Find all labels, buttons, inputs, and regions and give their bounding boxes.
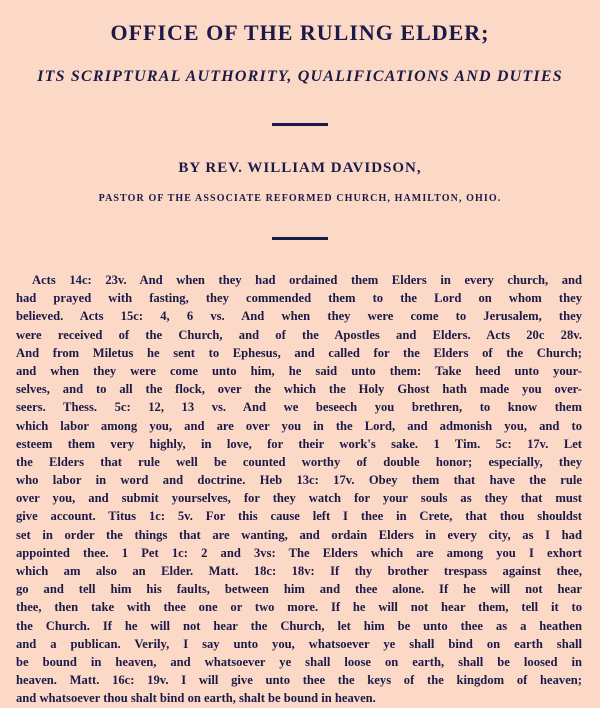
divider-rule bbox=[272, 123, 328, 126]
body-line: were received of the Church, and of the Apostles and Elders. Acts 20c 28v. bbox=[16, 327, 582, 342]
body-line: be bound in heaven, and whatsoever ye shall loose on earth, shall be loosed in bbox=[16, 654, 582, 669]
body-line: seers. Thess. 5c: 12, 13 vs. And we beseech you brethren, to know them bbox=[16, 400, 582, 415]
body-line: had prayed with fasting, they commended them to the Lord on whom they bbox=[16, 291, 582, 306]
document-title: OFFICE OF THE RULING ELDER; bbox=[110, 20, 490, 45]
body-line: over you, and submit yourselves, for they watch for your souls as they that must bbox=[16, 491, 582, 506]
body-line: selves, and to all the flock, over the which the Holy Ghost hath made you over- bbox=[16, 382, 582, 397]
body-line: and whatsoever thou shalt bind on earth, shalt be bound in heaven. bbox=[16, 691, 376, 706]
divider-rule bbox=[272, 237, 328, 240]
body-line: Acts 14c: 23v. And when they had ordained them Elders in every church, and bbox=[32, 273, 582, 287]
document-subtitle: ITS SCRIPTURAL AUTHORITY, QUALIFICATIONS AND DUTIES bbox=[37, 68, 563, 85]
body-line: And from Miletus he sent to Ephesus, and called for the Elders of the Church; bbox=[16, 345, 582, 360]
body-line: which labor among you, and are over you in the Lord, and admonish you, and to bbox=[16, 418, 582, 433]
body-line: esteem them very highly, in love, for their work's sake. 1 Tim. 5c: 17v. Let bbox=[16, 436, 582, 451]
body-line: give account. Titus 1c: 5v. For this cause left I thee in Crete, that thou shouldst bbox=[16, 509, 582, 524]
body-line: and a publican. Verily, I say unto you, whatsoever ye shall bind on earth shall bbox=[16, 636, 582, 651]
body-line: go and tell him his faults, between him and thee alone. If he will not hear bbox=[16, 582, 582, 597]
body-line: heaven. Matt. 16c: 19v. I will give unto thee the keys of the kingdom of heaven; bbox=[16, 673, 582, 688]
body-line: thee, then take with thee one or two more. If he will not hear them, tell it to bbox=[16, 600, 582, 615]
author-affiliation: PASTOR OF THE ASSOCIATE REFORMED CHURCH, HAMILTON, OHIO. bbox=[98, 193, 502, 204]
author-byline: BY REV. WILLIAM DAVIDSON, bbox=[178, 160, 422, 176]
body-line: appointed thee. 1 Pet 1c: 2 and 3vs: The Elders which are among you I exhort bbox=[16, 545, 582, 560]
body-line: the Church. If he will not hear the Church, let him be unto thee as a heathen bbox=[16, 618, 582, 633]
body-line: and when they were come unto him, he said unto them: Take heed unto your- bbox=[16, 363, 582, 378]
body-line: believed. Acts 15c: 4, 6 vs. And when they were come to Jerusalem, they bbox=[16, 309, 582, 324]
body-line: who labor in word and doctrine. Heb 13c: 17v. Obey them that have the rule bbox=[16, 473, 582, 488]
body-line: the Elders that rule well be counted worthy of double honor; especially, they bbox=[16, 454, 582, 469]
body-line: which am also an Elder. Matt. 18c: 18v: If thy brother trespass against thee, bbox=[16, 564, 582, 578]
body-line: set in order the things that are wanting, and ordain Elders in every city, as I had bbox=[16, 527, 582, 542]
body-text bbox=[16, 271, 582, 708]
